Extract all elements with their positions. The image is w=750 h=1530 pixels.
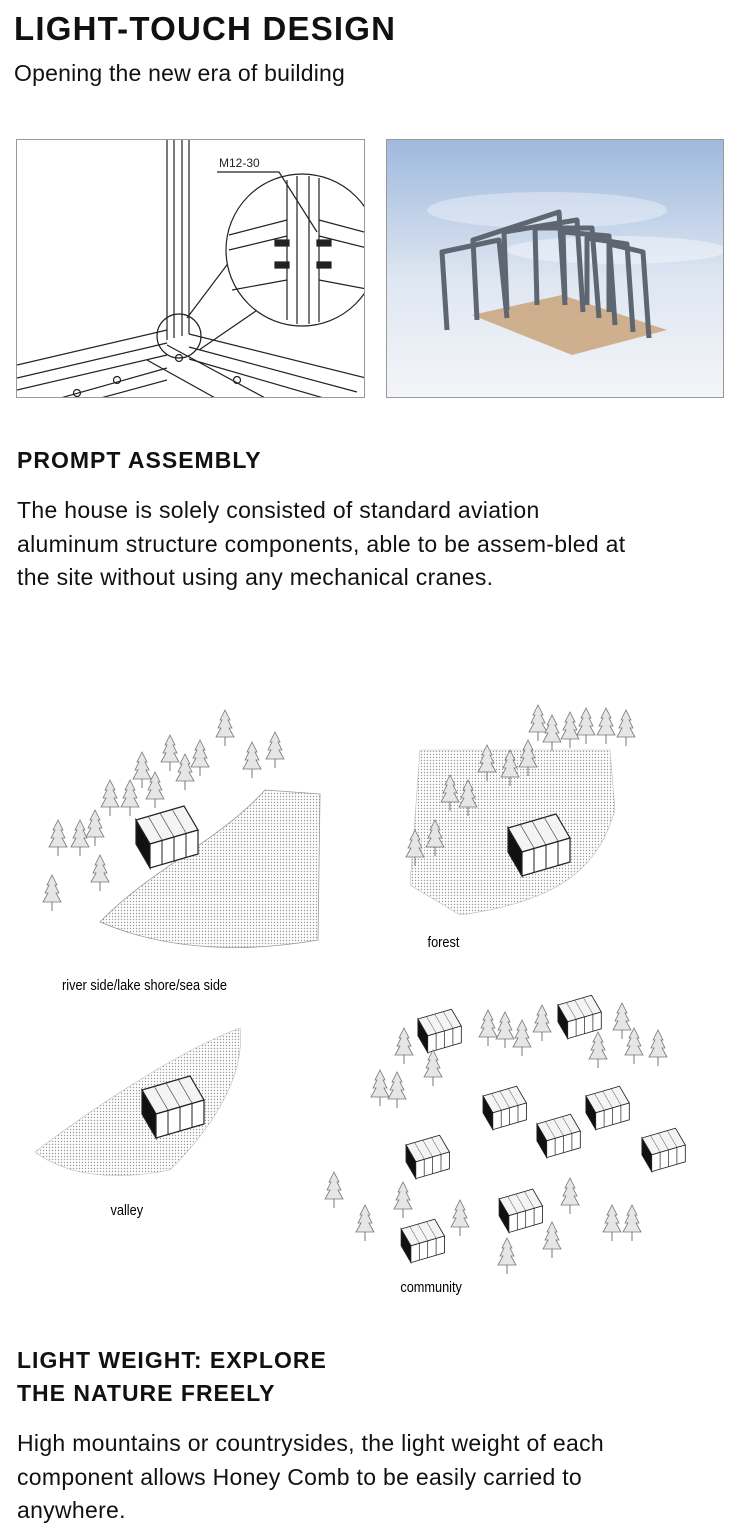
caption-forest: forest <box>427 932 460 951</box>
frame-render-svg <box>387 140 724 398</box>
caption-river: river side/lake shore/sea side <box>62 975 228 994</box>
bolt-spec-label: M12-30 <box>219 156 260 170</box>
caption-valley: valley <box>110 1200 144 1219</box>
assembly-heading: PROMPT ASSEMBLY <box>17 447 262 473</box>
forest-scene <box>406 705 635 915</box>
river-scene <box>43 710 320 947</box>
weight-heading-line2: THE NATURE FREELY <box>17 1380 276 1406</box>
weight-body: High mountains or countrysides, the light weight of each component allows Honey Comb to be easily carried to anywhere. <box>17 1430 605 1523</box>
page-title: LIGHT-TOUCH DESIGN <box>14 10 397 47</box>
caption-community: community <box>400 1277 462 1296</box>
joint-detail-svg <box>17 140 365 398</box>
page-subtitle: Opening the new era of building <box>14 60 345 86</box>
community-scene <box>325 995 685 1274</box>
joint-detail-drawing <box>16 139 365 398</box>
valley-scene <box>35 1028 241 1176</box>
scene-diagrams <box>0 690 750 1310</box>
assembly-body: The house is solely consisted of standard aviation aluminum structure components, able to be assem-bled at the site without using any mechanical cranes. <box>17 497 626 590</box>
frame-render-image <box>386 139 724 398</box>
weight-heading-line1: LIGHT WEIGHT: EXPLORE <box>17 1347 327 1373</box>
weight-heading <box>17 1344 327 1410</box>
